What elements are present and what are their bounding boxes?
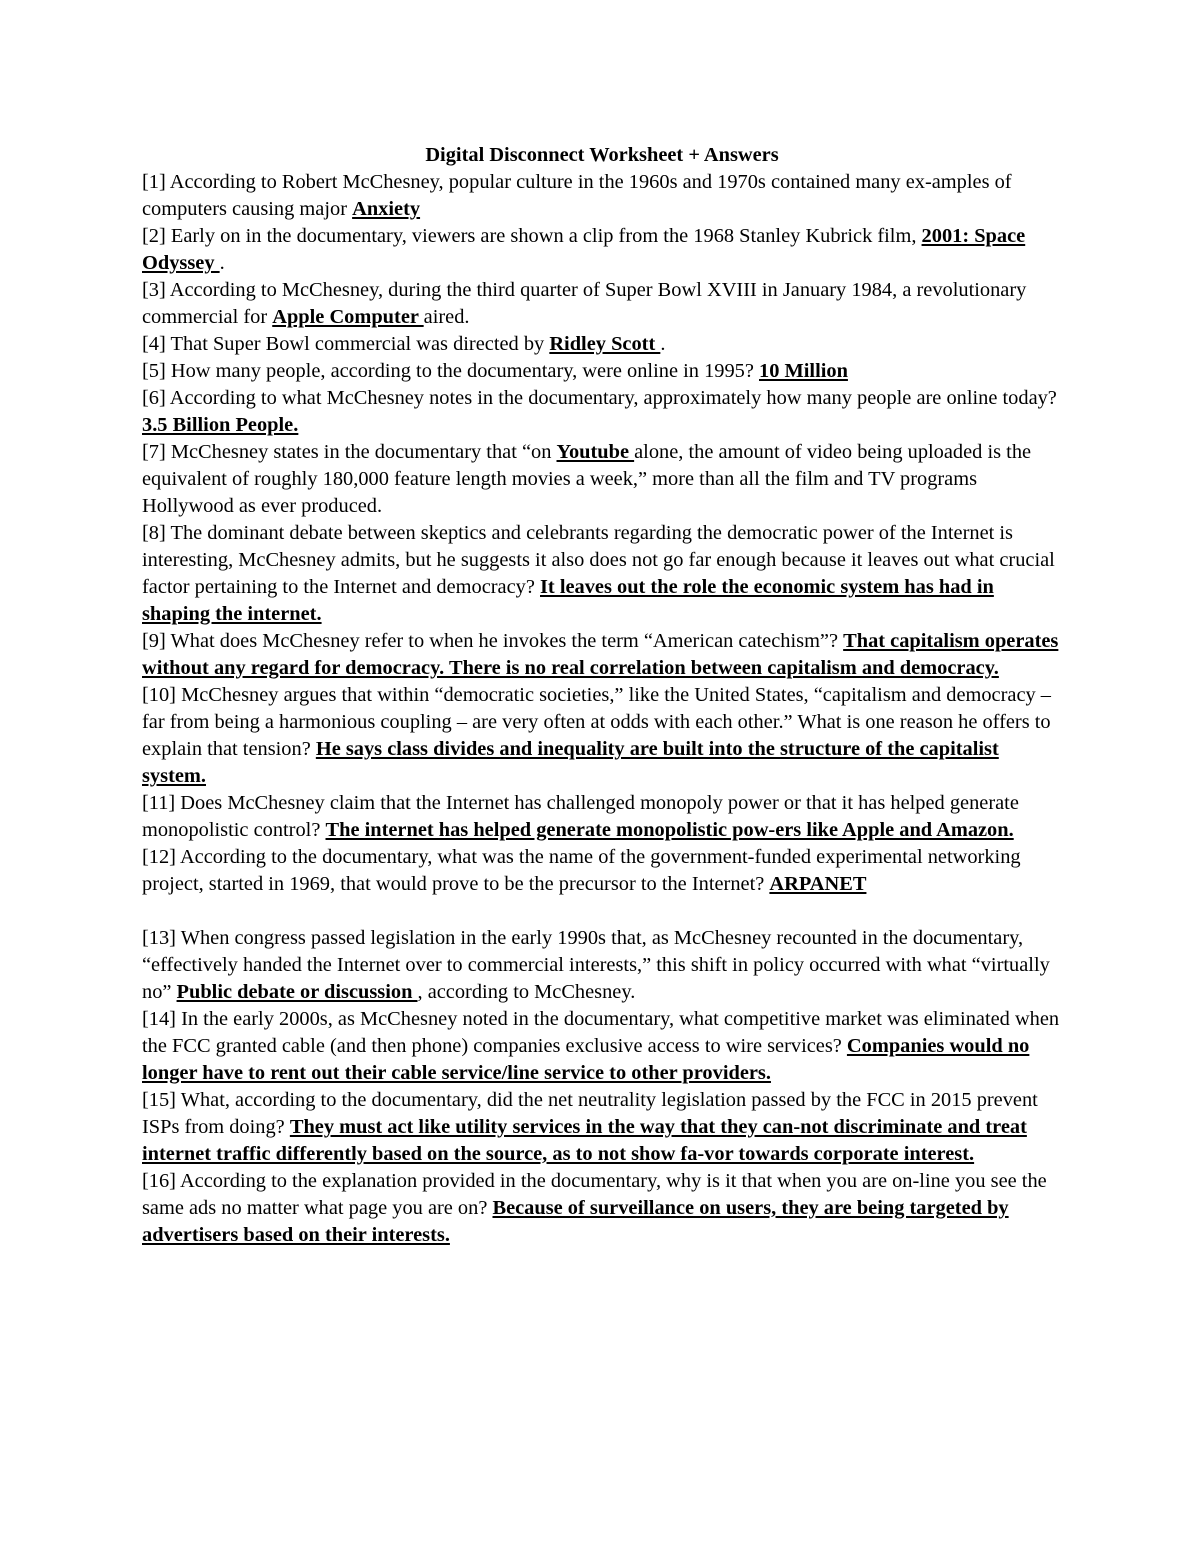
answer-text: Youtube [556,441,635,463]
question-1 [142,169,1062,223]
question-text: [15] What, according to the documentary, did the net neutrality legislation passed by the FCC in 2015 prevent ISPs from doing? [142,1089,1038,1138]
answer-text: That capitalism operates without any regard for democracy. There is no real correlation between capitalism and democracy. [142,630,1059,679]
question-11 [142,790,1062,844]
answer-text: They must act like utility services in the way that they can-not discriminate and treat internet traffic differently based on the source, as to not show fa-vor towards corporate interest. [142,1116,1027,1165]
question-text: [6] According to what McChesney notes in the documentary, approximately how many people are online today? [142,387,1057,409]
question-5 [142,358,1062,385]
question-16 [142,1168,1062,1249]
answer-text: 3.5 Billion People. [142,414,299,436]
question-text: [4] That Super Bowl commercial was directed by [142,333,550,355]
question-tail: aired. [423,306,470,328]
question-text: [12] According to the documentary, what was the name of the government-funded experimental networking project, started in 1969, that would prove to be the precursor to the Internet? [142,846,1021,895]
question-10 [142,682,1062,790]
question-text: [3] According to McChesney, during the third quarter of Super Bowl XVIII in January 1984, a revolutionary commercial for [142,279,1027,328]
question-12 [142,844,1062,898]
question-15 [142,1087,1062,1168]
question-6 [142,385,1062,439]
question-text: [14] In the early 2000s, as McChesney noted in the documentary, what competitive market was eliminated when the FCC granted cable (and then phone) companies exclusive access to wire services? [142,1008,1060,1057]
question-4 [142,331,1062,358]
question-text: [13] When congress passed legislation in the early 1990s that, as McChesney recounted in the documentary, “effectively handed the Internet over to commercial interests,” this shift in policy occurred with what “virtually no” [142,927,1050,1003]
question-3 [142,277,1062,331]
question-text: [1] According to Robert McChesney, popular culture in the 1960s and 1970s contained many ex-amples of computers causing major [142,171,1012,220]
question-text: [11] Does McChesney claim that the Internet has challenged monopoly power or that it has helped generate monopolistic control? [142,792,1019,841]
question-text: [2] Early on in the documentary, viewers are shown a clip from the 1968 Stanley Kubrick film, [142,225,922,247]
answer-text: Because of surveillance on users, they are being targeted by advertisers based on their interests. [142,1197,1009,1246]
question-text: [5] How many people, according to the documentary, were online in 1995? [142,360,759,382]
question-tail: alone, the amount of video being uploaded is the equivalent of roughly 180,000 feature length movies a week,” more than all the film and TV programs Hollywood as ever produced. [142,441,1032,517]
question-tail: , according to McChesney. [417,981,636,1003]
answer-text: 10 Million [759,360,848,382]
answer-text: It leaves out the role the economic system has had in shaping the internet. [142,576,994,625]
answer-text: Apple Computer [272,306,424,328]
answer-text: The internet has helped generate monopolistic pow-ers like Apple and Amazon. [325,819,1014,841]
question-7 [142,439,1062,520]
answer-text: Public debate or discussion [176,981,418,1003]
question-2 [142,223,1062,277]
answer-text: Anxiety [352,198,421,220]
question-14 [142,1006,1062,1087]
worksheet-title: Digital Disconnect Worksheet + Answers [425,144,779,166]
question-8 [142,520,1062,628]
question-text: [7] McChesney states in the documentary that “on [142,441,557,463]
worksheet-page [142,141,1062,1249]
answer-text: Ridley Scott [549,333,661,355]
question-text: [8] The dominant debate between skeptics and celebrants regarding the democratic power of the Internet is interesting, McChesney admits, but he suggests it also does not go far enough because it leaves out what crucial factor pertaining to the Internet and democracy? [142,522,1055,598]
question-tail: . [219,252,225,274]
question-13 [142,925,1062,1006]
answer-text: ARPANET [769,873,867,895]
answer-text: He says class divides and inequality are built into the structure of the capitalist system. [142,738,999,787]
question-text: [16] According to the explanation provided in the documentary, why is it that when you are on-line you see the same ads no matter what page you are on? [142,1170,1047,1219]
spacer [142,898,1062,925]
question-9 [142,628,1062,682]
answer-text: Companies would no longer have to rent out their cable service/line service to other providers. [142,1035,1030,1084]
question-text: [9] What does McChesney refer to when he invokes the term “American catechism”? [142,630,844,652]
answer-text: 2001: Space Odyssey [142,225,1026,274]
question-text: [10] McChesney argues that within “democratic societies,” like the United States, “capitalism and democracy – far from being a harmonious coupling – are very often at odds with each other.” What is one reason he offers to explain that tension? [142,684,1051,760]
question-tail: . [660,333,666,355]
